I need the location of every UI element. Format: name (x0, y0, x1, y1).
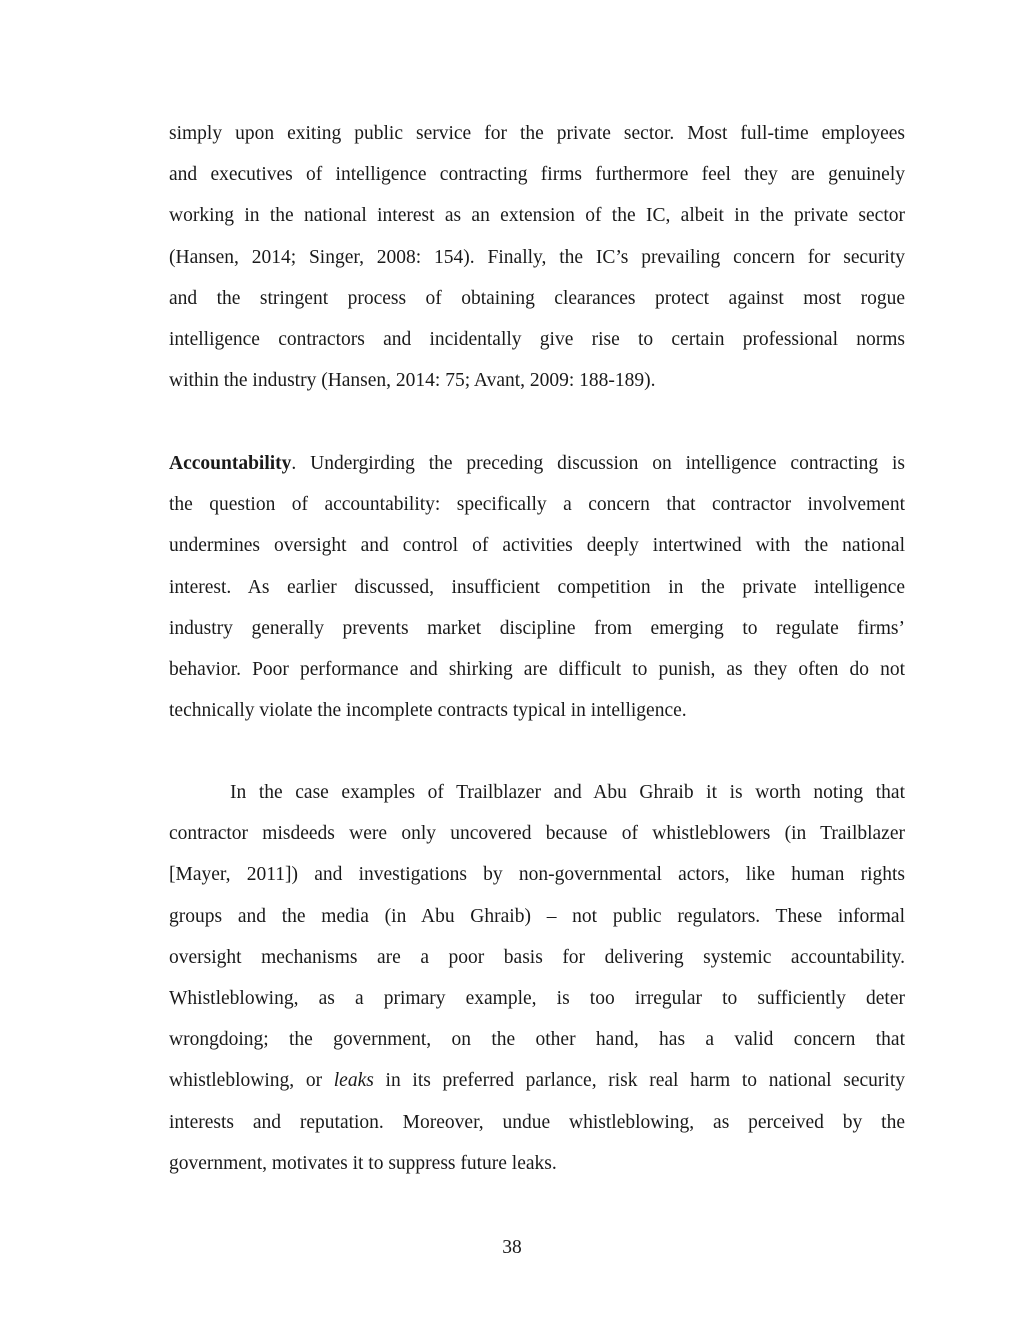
paragraph-line-text: in its preferred parlance, risk real harm to national security (373, 1070, 905, 1092)
paragraph-line: and the stringent process of obtaining clearances protect against most rogue (169, 287, 905, 309)
paragraph-line: within the industry (Hansen, 2014: 75; Avant, 2009: 188-189). (169, 370, 656, 392)
paragraph-3 (169, 772, 905, 1184)
paragraph-line: oversight mechanisms are a poor basis for delivering systemic accountability. (169, 946, 905, 968)
paragraph-line: [Mayer, 2011]) and investigations by non-governmental actors, like human rights (169, 864, 905, 886)
paragraph-line: government, motivates it to suppress future leaks. (169, 1152, 557, 1174)
paragraph-line: (Hansen, 2014; Singer, 2008: 154). Finally, the IC’s prevailing concern for security (169, 246, 905, 268)
paragraph-line (169, 1060, 905, 1101)
paragraph-line: Whistleblowing, as a primary example, is too irregular to sufficiently deter (169, 987, 905, 1009)
paragraph-line: simply upon exiting public service for the private sector. Most full-time employees (169, 123, 905, 144)
paragraph-line (169, 443, 905, 484)
paragraph-line-text: whistleblowing, or (169, 1070, 334, 1092)
paragraph-line: groups and the media (in Abu Ghraib) – not public regulators. These informal (169, 905, 905, 927)
paragraph-line: undermines oversight and control of activities deeply intertwined with the national (169, 535, 905, 557)
paragraph-line: the question of accountability: specifically a concern that contractor involvement (169, 494, 905, 516)
paragraph-line: behavior. Poor performance and shirking are difficult to punish, as they often do not (169, 658, 905, 680)
paragraph-line: and executives of intelligence contracting firms furthermore feel they are genuinely (169, 164, 905, 186)
page-number: 38 (502, 1237, 522, 1258)
paragraph-line: In the case examples of Trailblazer and Abu Ghraib it is worth noting that (230, 782, 905, 803)
section-heading: Accountability (169, 453, 292, 474)
paragraph-line: interest. As earlier discussed, insufficient competition in the private intelligence (169, 576, 905, 598)
paragraph-line-text: . Undergirding the preceding discussion on intelligence contracting is (291, 453, 905, 474)
paragraph-line: wrongdoing; the government, on the other hand, has a valid concern that (169, 1029, 905, 1051)
paragraph-line: contractor misdeeds were only uncovered because of whistleblowers (in Trailblazer (169, 823, 905, 845)
emphasized-term: leaks (333, 1070, 374, 1092)
paragraph-line: technically violate the incomplete contracts typical in intelligence. (169, 700, 687, 722)
paragraph-line: interests and reputation. Moreover, undue whistleblowing, as perceived by the (169, 1111, 905, 1133)
paragraph-line: intelligence contractors and incidentally give rise to certain professional norms (169, 328, 905, 350)
paragraph-1 (169, 113, 905, 401)
paragraph-2 (169, 443, 905, 731)
paragraph-line: working in the national interest as an extension of the IC, albeit in the private sector (169, 205, 905, 227)
paragraph-line: industry generally prevents market discipline from emerging to regulate firms’ (169, 617, 905, 639)
